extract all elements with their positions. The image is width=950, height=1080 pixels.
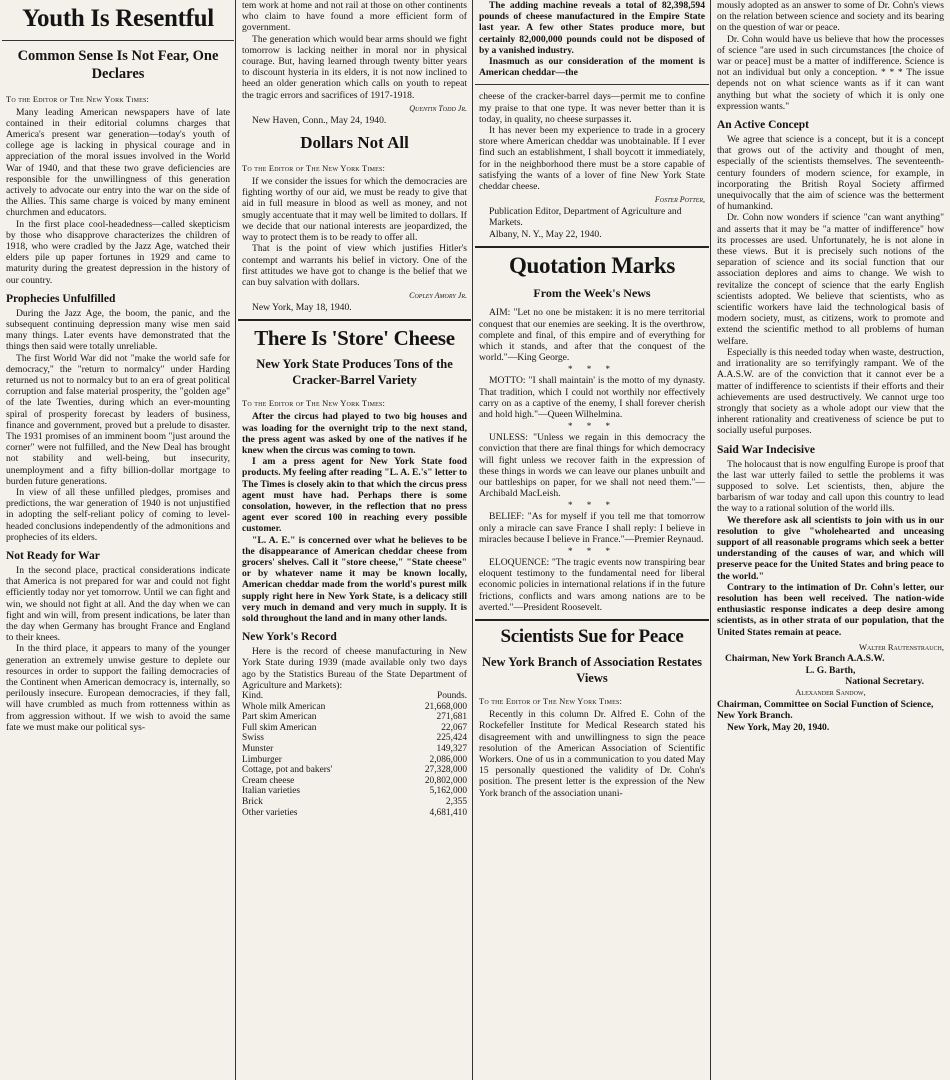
paragraph: The adding machine reveals a total of 82,398,594 pounds of cheese manufactured in the Empire State last year. A few other States produce more, but certainly 82,000,000 pounds could not be disposed of by a vanished industry. (479, 0, 705, 56)
quotation: ELOQUENCE: "The tragic events now transpiring bear eloquent testimony to the fundamental need for liberal economic policies in international relations if in the future frictions, conflicts and wars among nations are to be averted."—President Roosevelt. (479, 557, 705, 613)
table-header-row (242, 691, 467, 702)
table-cell: Munster (242, 744, 274, 755)
paragraph: mously adopted as an answer to some of Dr. Cohn's views on the relation between science and society and its bearing on the question of war or peace. (717, 0, 944, 34)
quotation: MOTTO: "I shall maintain' is the motto of my dynasty. That tradition, which I could not worthily nor effectively carry on as a captive of the enemy, I shall forever cherish and hold high."—Queen Wilhelmina. (479, 375, 705, 421)
table-cell: 271,681 (436, 712, 467, 723)
subhead-common-sense: Common Sense Is Not Fear, One Declares (17, 48, 219, 83)
salutation: To the Editor of The New York Times: (242, 163, 386, 174)
table-cell: Brick (242, 797, 263, 808)
table-cell: Part skim American (242, 712, 317, 723)
paragraph: "L. A. E." is concerned over what he believes to be the disappearance of American cheddar cheese from grocers' shelves. Call it "store cheese," "State cheese" or by whatever name it may be known locally, American cheddar made from the world's purest milk supply right here in New York State, is a delicacy still very much in demand and very much in supply. It is sold throughout the land and in many other lands. (242, 534, 467, 625)
signature-title: Chairman, Committee on Social Function of Science, New York Branch. (717, 698, 934, 722)
table-cell: 4,681,410 (429, 807, 467, 818)
headline-store-cheese: There Is 'Store' Cheese (254, 326, 455, 351)
paragraph: Dr. Cohn now wonders if science "can want anything" and asserts that it may be "a matter of indifference" how its processes are used. Unfortunately, he is not alone in these views. But it is precisely such notions of the separation of science and its social function that our association deplores and aims to change. We wish to revitalize the concept of science that the early English scientists adopted. We believe that scientists, who as scientific workers have laid the technological basis of modern society, must, as citizens, work to promote and extend the scientific method to all problems of human welfare. (717, 212, 944, 347)
paragraph: During the Jazz Age, the boom, the panic, and the subsequent continuing depression many wise men said many things. Later events have demonstrated that the things then said were totally unreliable. (6, 307, 230, 353)
column-rule (472, 0, 473, 1080)
paragraph: It has never been my experience to trade in a grocery store where American cheddar was unobtainable. If I ever find such an establishment, I shall boycott it immediately, for in the neighborhood there must be a store capable of satisfying the wants of a lover of fine New York State cheddar cheese. (479, 125, 705, 193)
table-cell: Cream cheese (242, 775, 295, 786)
table-header: Kind. (242, 691, 264, 702)
divider (475, 84, 709, 85)
paragraph: The first World War did not "make the world safe for democracy," the "return to normalcy" under Harding returned us not to normalcy but to an era of great political corruption and false material prosperity, the "golden age" of the late Twenties, during which an ever-mounting spiral of prosperity forecast by leaders of business, finance and government, proved but a prelude to disaster. The 1931 promises of an imminent boom "just around the corner" were not fulfilled, and the New Deal has brought not stability and well-being, but insecurity, unemployment and a fifty billion-dollar mortgage to burden future generations. (6, 352, 230, 487)
quotation: UNLESS: "Unless we regain in this democracy the conviction that there are final things for which democracy will fight unless we recover faith in the expression of these things in words we can leave our planes unbuilt and our battleships on paper, for we shall not need them."—Archibald MacLeish. (479, 432, 705, 500)
subheading-war-indecisive: Said War Indecisive (717, 443, 815, 456)
table-cell: 22,067 (441, 722, 467, 733)
paragraph: I am a press agent for New York State food products. My feeling after reading "L. A. E.'s" letter to The Times is closely akin to that which the circus press agent must have had. Perhaps there is some consolation, however, in the reflection that no press agent ever scored 100 in reaching every possible customer. (242, 456, 467, 535)
paragraph: Contrary to the intimation of Dr. Cohn's letter, our resolution has been well received. The nation-wide enthusiastic response indicates a deep desire among scientists, as in other strata of our population, that the United States remain at peace. (717, 581, 944, 638)
paragraph: That is the point of view which justifies Hitler's contempt and warrants his belief in victory. One of the first attitudes we have got to change is the belief that we can buy salvation with dollars. (242, 243, 467, 288)
table-cell: Whole milk American (242, 701, 326, 712)
table-row (242, 712, 467, 723)
headline-scientists: Scientists Sue for Peace (500, 626, 684, 648)
divider (238, 319, 471, 321)
table-row (242, 755, 467, 766)
signature: Copley Amory Jr. (409, 291, 467, 301)
signature: Quentin Todd Jr. (409, 103, 467, 113)
table-row (242, 786, 467, 797)
headline-dollars: Dollars Not All (300, 132, 409, 152)
table-row (242, 723, 467, 734)
signature: L. G. Barth, (805, 664, 856, 676)
dateline: New Haven, Conn., May 24, 1940. (252, 114, 387, 126)
table-cell: 2,355 (445, 797, 467, 808)
cheese-table (242, 691, 467, 818)
salutation: To the Editor of The New York Times: (6, 93, 150, 104)
subhead-cheese: New York State Produces Tons of the Cracker-Barrel Variety (256, 357, 453, 387)
paragraph: We therefore ask all scientists to join with us in our resolution to give "wholehearted and unceasing support of all reasonable programs which seek a better understanding of the causes of war, and which will preserve peace for the United States and bring peace to the world." (717, 514, 944, 582)
table-header: Pounds. (437, 691, 467, 702)
paragraph: The generation which would bear arms should we fight tomorrow is lacking neither in moral nor in physical courage. But, having learned through twenty bitter years to discount hysteria in its elders, it is not now inclined to heed an older generation which calls on youth to repeat the tragic errors and sacrifices of 1917-1918. (242, 33, 467, 101)
subheading-ny-record: New York's Record (242, 631, 337, 644)
paragraph: Inasmuch as our consideration of the moment is American cheddar—the (479, 56, 705, 79)
quotation: BELIEF: "As for myself if you tell me that tomorrow only a miracle can save France I shall reply: I believe in miracles because I believe in France."—Premier Reynaud. (479, 511, 705, 545)
star-separator: * * * (568, 421, 616, 432)
table-row (242, 776, 467, 787)
column-2 (238, 0, 471, 1080)
table-cell: Swiss (242, 733, 264, 744)
table-cell: 225,424 (436, 733, 467, 744)
paragraph: Recently in this column Dr. Alfred E. Cohn of the Rockefeller Institute for Medical Research stated his disagreement with and unwillingness to sign the peace resolution of the American Association of Scientific Workers. One of us in a communication to you dated May 15 personally questioned the validity of Dr. Cohn's position. The present letter is the expression of the New York branch of the association unani- (479, 709, 705, 799)
table-row (242, 808, 467, 819)
signature-title: National Secretary. (845, 675, 924, 687)
paragraph: We agree that science is a concept, but it is a concept that grows out of the activity and thought of men, especially of the scientists themselves. The seventeenth-century founders of modern science, for example, in incorporating the British Royal Society affirmed unequivocally that the aim of science was the betterment of humankind. (717, 134, 944, 213)
dateline: New York, May 20, 1940. (727, 721, 830, 733)
subhead-ny-branch: New York Branch of Association Restates Views (481, 655, 702, 685)
table-row (242, 765, 467, 776)
paragraph: Especially is this needed today when waste, destruction, and irrationality are so terrifyingly rampant. We of the A.A.S.W. are of the conviction that it cannot ever be a matter of indifference to scientists if their efforts and their achievements are used destructively. We cannot urge too strongly that society as a whole adopt our view that the inherent rationality and creativeness of science be put to socially useful purposes. (717, 346, 944, 437)
column-rule (710, 0, 711, 1080)
table-cell: 5,162,000 (429, 786, 467, 797)
column-rule (235, 0, 236, 1080)
quotation: AIM: "Let no one be mistaken: it is no mere territorial conquest that our enemies are seeking. It is the overthrow, complete and final, of this empire and of everything for which it stands, and after that the conquest of the world."—King George. (479, 307, 705, 364)
table-row (242, 733, 467, 744)
paragraph: tem work at home and not rail at those on other continents who claim to have found a more efficient form of government. (242, 0, 467, 34)
column-3 (475, 0, 709, 1080)
paragraph: If we consider the issues for which the democracies are fighting worthy of our aid, we must be ready to give that aid in full measure in blood as well as money, and not smugly accentuate that it may well be limited to dollars. If we decide that our national interests are jeopardized, the way to protect them is to be ready to offer all. (242, 176, 467, 244)
star-separator: * * * (568, 546, 616, 557)
salutation: To the Editor of The New York Times: (479, 696, 623, 707)
headline-youth: Youth Is Resentful (22, 5, 214, 32)
salutation: To the Editor of The New York Times: (242, 398, 386, 409)
paragraph: In the first place cool-headedness—called skepticism by those who disapprove characterizes the children of 1918, who were cradled by the Jazz Age, watched their elders pile up paper fortunes in 1929 and came to maturity during the greatest depression in the history of our country. (6, 218, 230, 286)
table-cell: Limburger (242, 754, 282, 765)
table-cell: 20,802,000 (424, 775, 467, 786)
subhead-weeks-news: From the Week's News (533, 286, 651, 301)
table-cell: Other varieties (242, 807, 298, 818)
signature-title: Chairman, New York Branch A.A.S.W. (725, 653, 885, 665)
paragraph: cheese of the cracker-barrel days—permit me to confine my praise to that one type. It was never better than it is today, in quality, no cheese surpasses it. (479, 91, 705, 125)
table-row (242, 744, 467, 755)
subheading-prophecies: Prophecies Unfulfilled (6, 292, 116, 305)
subheading-not-ready: Not Ready for War (6, 550, 100, 563)
dateline: New York, May 18, 1940. (252, 302, 352, 314)
paragraph: In the third place, it appears to many of the younger generation an extremely unwise gesture to deplete our resources in order to support the failing democracies of the Continent when American democracy is, internally, so perilously insecure. European democracies, if they fall, will have crumbled as much from rottenness within as from aggression without. If we wish to avoid the same fate we must make our political sys- (6, 643, 230, 733)
star-separator: * * * (568, 364, 616, 375)
paragraph: The holocaust that is now engulfing Europe is proof that the last war utterly failed to settle the problems it was supposed to solve. Let scientists, then, abjure the barbarism of war today and call upon this country to lead the way to a rational solution of the world ills. (717, 458, 944, 515)
subheading-active-concept: An Active Concept (717, 119, 809, 132)
paragraph: Dr. Cohn would have us believe that how the processes of science "are used in such circumstances [the choice of war or peace] must be a matter of indifference. Science is not an individual but only a conception. * * * The issue depends not on what science wants as if it can want anything but what the society of which it is only one expression wants." (717, 33, 944, 112)
divider (475, 619, 709, 621)
dateline: Publication Editor, Department of Agriculture and Markets. (489, 206, 682, 229)
divider (2, 40, 234, 41)
table-cell: Full skim American (242, 722, 317, 733)
table-cell: Italian varieties (242, 786, 301, 797)
paragraph: Here is the record of cheese manufacturing in New York State during 1939 (made available only two days ago by the Statistics Bureau of the State Department of Agriculture and Markets): (242, 646, 467, 691)
paragraph: After the circus had played to two big houses and was loading for the overnight trip to the next stand, the press agent was asked by one of the natives if he knew when the circus was coming to town. (242, 411, 467, 457)
star-separator: * * * (568, 500, 616, 511)
table-row (242, 702, 467, 713)
table-row (242, 797, 467, 808)
paragraph: In the second place, practical considerations indicate that America is not prepared for war and could not fight efficiently today nor yet tomorrow. Until we can fight and win, we should not fight at all. And the day when we can fight and win will, from present indications, be later than the day when Germany has brought France and England to their knees. (6, 565, 230, 644)
table-cell: 27,328,000 (424, 765, 467, 776)
dateline: Albany, N. Y., May 22, 1940. (489, 229, 602, 241)
table-cell: 21,668,000 (424, 701, 467, 712)
divider (475, 246, 709, 248)
column-1 (2, 0, 234, 1080)
table-cell: 149,327 (436, 744, 467, 755)
column-4 (713, 0, 948, 1080)
signature: Foster Potter, (654, 195, 705, 205)
signature: Alexander Sandow, (795, 687, 866, 698)
paragraph: In view of all these unfilled pledges, promises and predictions, the war generation of 1940 is not unjustified in adopting the self-reliant policy of coming to level-headed conclusions independently of the admonitions and prophecies of its elders. (6, 487, 230, 543)
table-cell: 2,086,000 (429, 754, 467, 765)
table-cell: Cottage, pot and bakers' (242, 765, 333, 776)
signatures (717, 642, 944, 733)
paragraph: Many leading American newspapers have of late contained in their editorial columns charges that America's present war generation—today's youth of college age is lacking in physical courage and in appreciation of the moral issues involved in the World War of 1940, and that these two grave deficiencies are responsible for the unwillingness of this generation actively to advocate our entry into the war on the side of the Allies. This same charge is voiced by many eminent churchmen and educators. (6, 106, 230, 219)
headline-quotation-marks: Quotation Marks (508, 253, 676, 279)
signature: Walter Rautenstrauch, (858, 641, 944, 652)
